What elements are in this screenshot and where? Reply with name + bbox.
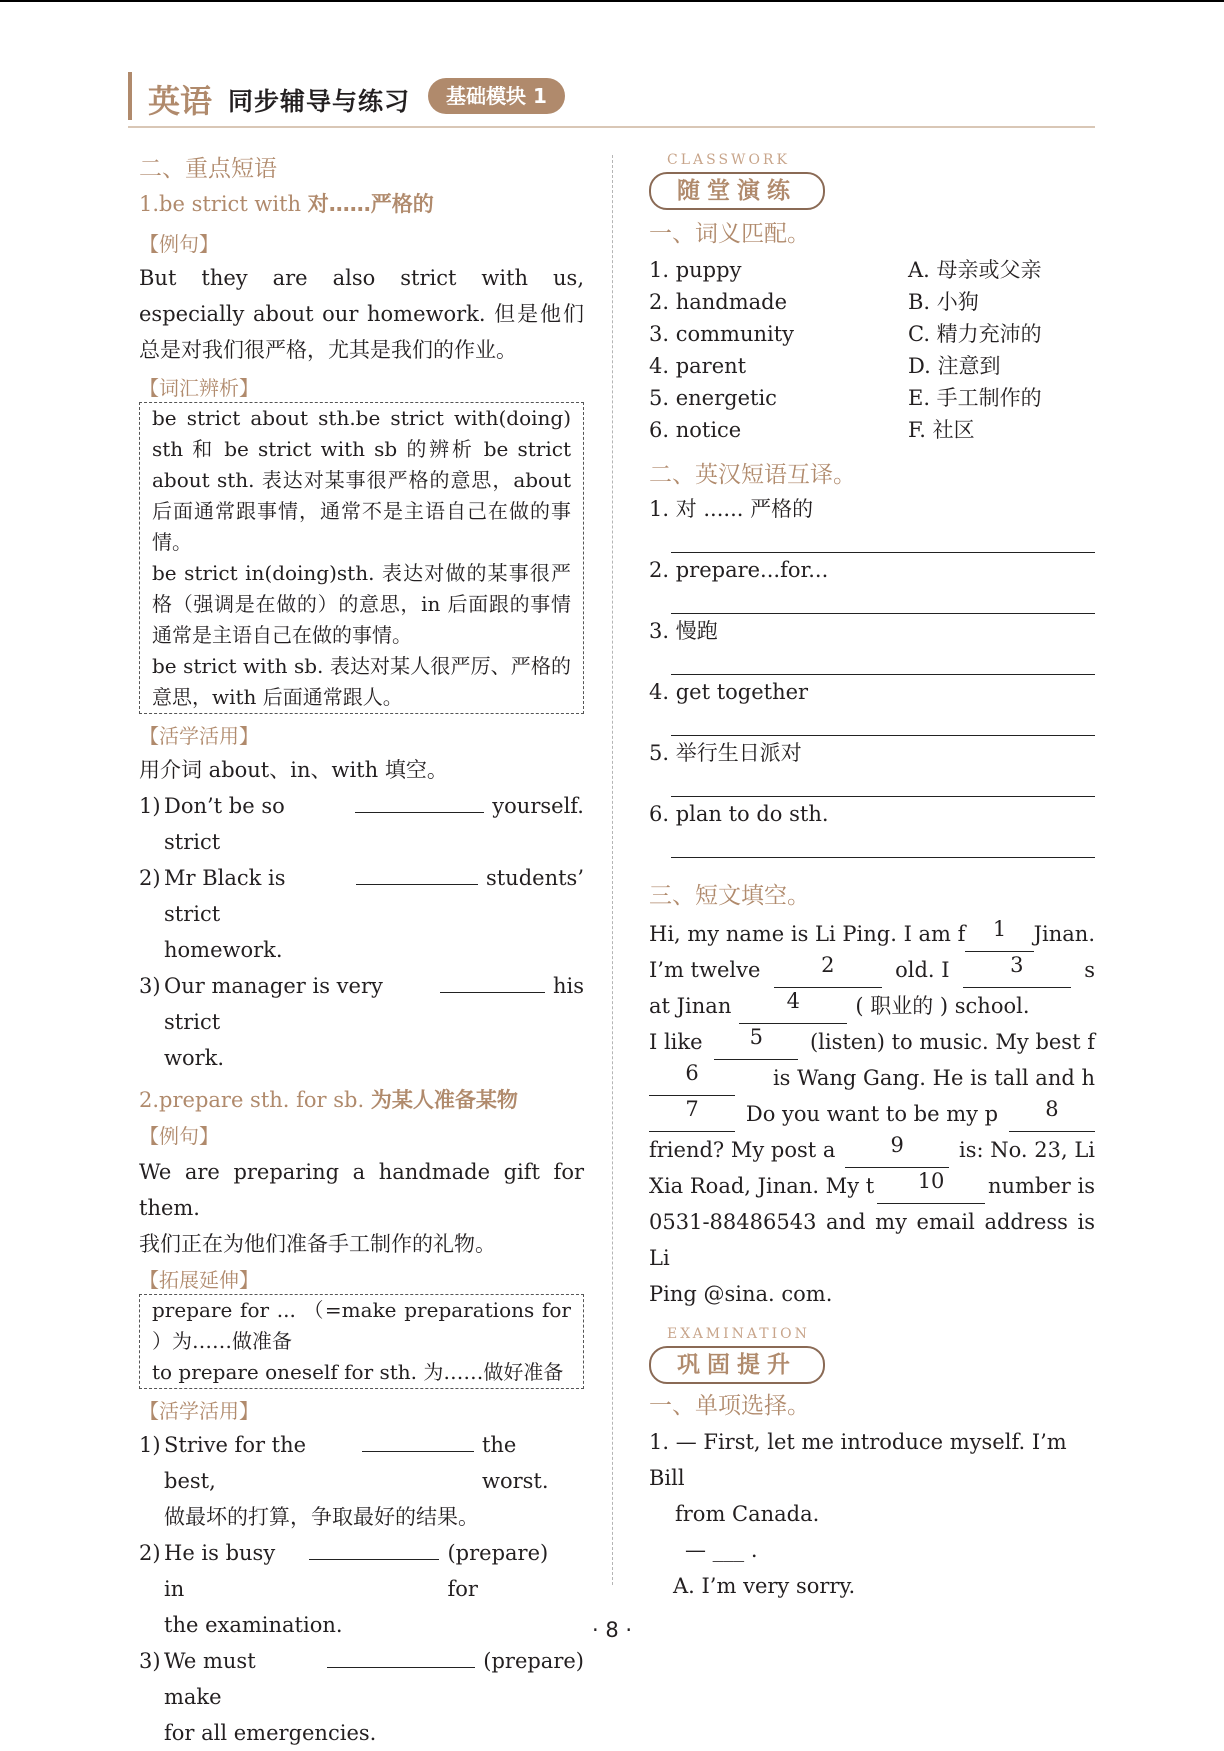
label-example: 【例句】 (139, 232, 219, 256)
answer-blank[interactable] (355, 790, 484, 813)
cloze-blank-8[interactable]: 8 (1009, 1096, 1095, 1132)
answer-line[interactable] (671, 707, 1095, 736)
label-extension: 【拓展延伸】 (139, 1268, 259, 1292)
cloze-blank-4[interactable]: 4 (739, 988, 847, 1024)
mc-section-title: 一、单项选择。 (649, 1393, 810, 1419)
answer-line[interactable] (671, 524, 1095, 553)
analysis-para-2: be strict in(doing)sth. 表达对做的某事很严格（强调是在做的）的意思，in 后面跟的事情通常是主语自己在做的事情。 (152, 561, 571, 647)
analysis-para-1: be strict about sth.be strict with(doing) sth 和 be strict with sb 的辨析 be strict about sth. 表达对某事很严格的意思，about 后面通常跟事情，通常不是主语自己在做的事情。 (152, 406, 571, 554)
analysis-para-3: be strict with sb. 表达对某人很严厉、严格的意思，with 后面通常跟人。 (152, 654, 571, 709)
page-header (128, 70, 1095, 128)
practice-1-item-1: 1) Don’t be so strict yourself. (139, 788, 584, 860)
translation-list (649, 494, 1095, 858)
match-section-title: 一、词义匹配。 (649, 221, 810, 247)
module-badge: 基础模块 1 (428, 78, 565, 114)
page-number: · 8 · (591, 1618, 633, 1642)
match-row: 1. puppy A. 母亲或父亲 (649, 258, 1042, 282)
answer-blank[interactable] (309, 1537, 440, 1560)
phrase-2-en: 2.prepare sth. for sb. (139, 1088, 371, 1112)
phrase-1-en: 1.be strict with (139, 192, 308, 216)
translation-item: 4. get together (649, 680, 809, 704)
phrase-heading-2 (139, 1080, 584, 1120)
match-row: 3. community C. 精力充沛的 (649, 322, 1042, 346)
label-practice-1: 【活学活用】 (139, 724, 259, 748)
example-2-en: We are preparing a handmade gift for them. (139, 1160, 584, 1220)
answer-blank[interactable] (327, 1645, 476, 1668)
mc-option-a[interactable]: A. I’m very sorry. (673, 1574, 856, 1598)
book-title: 同步辅导与练习 (228, 87, 411, 116)
classwork-en: CLASSWORK (667, 152, 790, 168)
label-practice-2: 【活学活用】 (139, 1399, 259, 1423)
match-row: 6. notice F. 社区 (649, 418, 975, 442)
translation-item: 6. plan to do sth. (649, 802, 829, 826)
answer-blank[interactable] (362, 1429, 474, 1452)
extension-line-2: to prepare oneself for sth. 为……做好准备 (152, 1360, 564, 1384)
match-row: 4. parent D. 注意到 (649, 354, 1001, 378)
cloze-blank-7[interactable]: 7 (649, 1096, 735, 1132)
classwork-cn: 随堂演练 (649, 172, 825, 210)
cloze-section-title: 三、短文填空。 (649, 883, 810, 909)
label-vocab-analysis: 【词汇辨析】 (139, 376, 259, 400)
mc-question-1: 1. — First, let me introduce myself. I’m Bill from Canada. — ___ . A. I’m very sorry. (649, 1424, 1095, 1604)
header-bar (128, 72, 132, 120)
classwork-tag (649, 152, 1095, 214)
answer-blank[interactable] (440, 970, 545, 993)
translation-item: 3. 慢跑 (649, 619, 718, 643)
practice-1-item-2: 2) Mr Black is strict students’ homework. (139, 860, 584, 968)
phrase-heading-1 (139, 188, 584, 228)
answer-line[interactable] (671, 768, 1095, 797)
practice-2-item-3: 3) We must make (prepare) for all emergencies. (139, 1643, 584, 1751)
extension-box (139, 1294, 584, 1389)
match-list (649, 254, 1095, 446)
cloze-blank-9[interactable]: 9 (845, 1132, 949, 1168)
left-column (139, 150, 584, 1751)
vocab-analysis-box (139, 402, 584, 714)
practice-2-item-2: 2) He is busy in (prepare) for the examination. (139, 1535, 584, 1643)
match-row: 5. energetic E. 手工制作的 (649, 386, 1042, 410)
examination-cn: 巩固提升 (649, 1346, 825, 1384)
label-example-2: 【例句】 (139, 1124, 219, 1148)
match-row: 2. handmade B. 小狗 (649, 290, 979, 314)
section-title-key-phrases: 二、重点短语 (139, 156, 277, 182)
practice-2-item-1: 1) Strive for the best, the worst. 做最坏的打算，争取最好的结果。 (139, 1427, 584, 1535)
cloze-blank-1[interactable]: 1 (965, 916, 1033, 952)
examination-tag (649, 1326, 1095, 1388)
translation-item: 1. 对 ...... 严格的 (649, 497, 814, 521)
practice-1-intro: 用介词 about、in、with 填空。 (139, 758, 448, 782)
translation-section-title: 二、英汉短语互译。 (649, 462, 856, 488)
cloze-blank-3[interactable]: 3 (963, 952, 1071, 988)
cloze-passage: Hi, my name is Li Ping. I am f 1 Jinan. I’m twelve 2 old. I 3 s at Jinan 4 ( 职业的 ) school. I like 5 (listen) to music. My best f 6 is Wang Gang. He is tall and h 7 Do you want to be my p 8 friend? My post a 9 is: No. 23, Li Xia Road, Jinan. My t 10 number is 0531-88486543 and my email address is Li Ping @sina. com. (649, 917, 1095, 1306)
header-rule (128, 126, 1095, 128)
cloze-blank-10[interactable]: 10 (877, 1168, 985, 1204)
phrase-2-cn: 为某人准备某物 (370, 1088, 518, 1112)
answer-line[interactable] (671, 646, 1095, 675)
answer-line[interactable] (671, 585, 1095, 614)
top-border (0, 0, 1224, 2)
phrase-1-cn: 对……严格的 (307, 192, 434, 216)
subject-title: 英语 (148, 82, 213, 120)
answer-blank[interactable] (356, 862, 478, 885)
translation-item: 5. 举行生日派对 (649, 741, 802, 765)
column-divider (612, 155, 613, 1585)
example-2-cn: 我们正在为他们准备手工制作的礼物。 (139, 1232, 496, 1256)
example-sentence-1: But they are also strict with us, especially about our homework. 但是他们总是对我们很严格，尤其是我们的作业。 (139, 266, 584, 362)
right-column (649, 152, 1095, 1604)
cloze-blank-2[interactable]: 2 (774, 952, 882, 988)
cloze-blank-5[interactable]: 5 (714, 1024, 798, 1060)
extension-line-1: prepare for ... （=make preparations for ）为……做准备 (152, 1298, 571, 1353)
answer-line[interactable] (671, 829, 1095, 858)
translation-item: 2. prepare...for... (649, 558, 829, 582)
cloze-blank-6[interactable]: 6 (649, 1060, 735, 1096)
practice-1-item-3: 3) Our manager is very strict his work. (139, 968, 584, 1076)
examination-en: EXAMINATION (667, 1326, 810, 1342)
